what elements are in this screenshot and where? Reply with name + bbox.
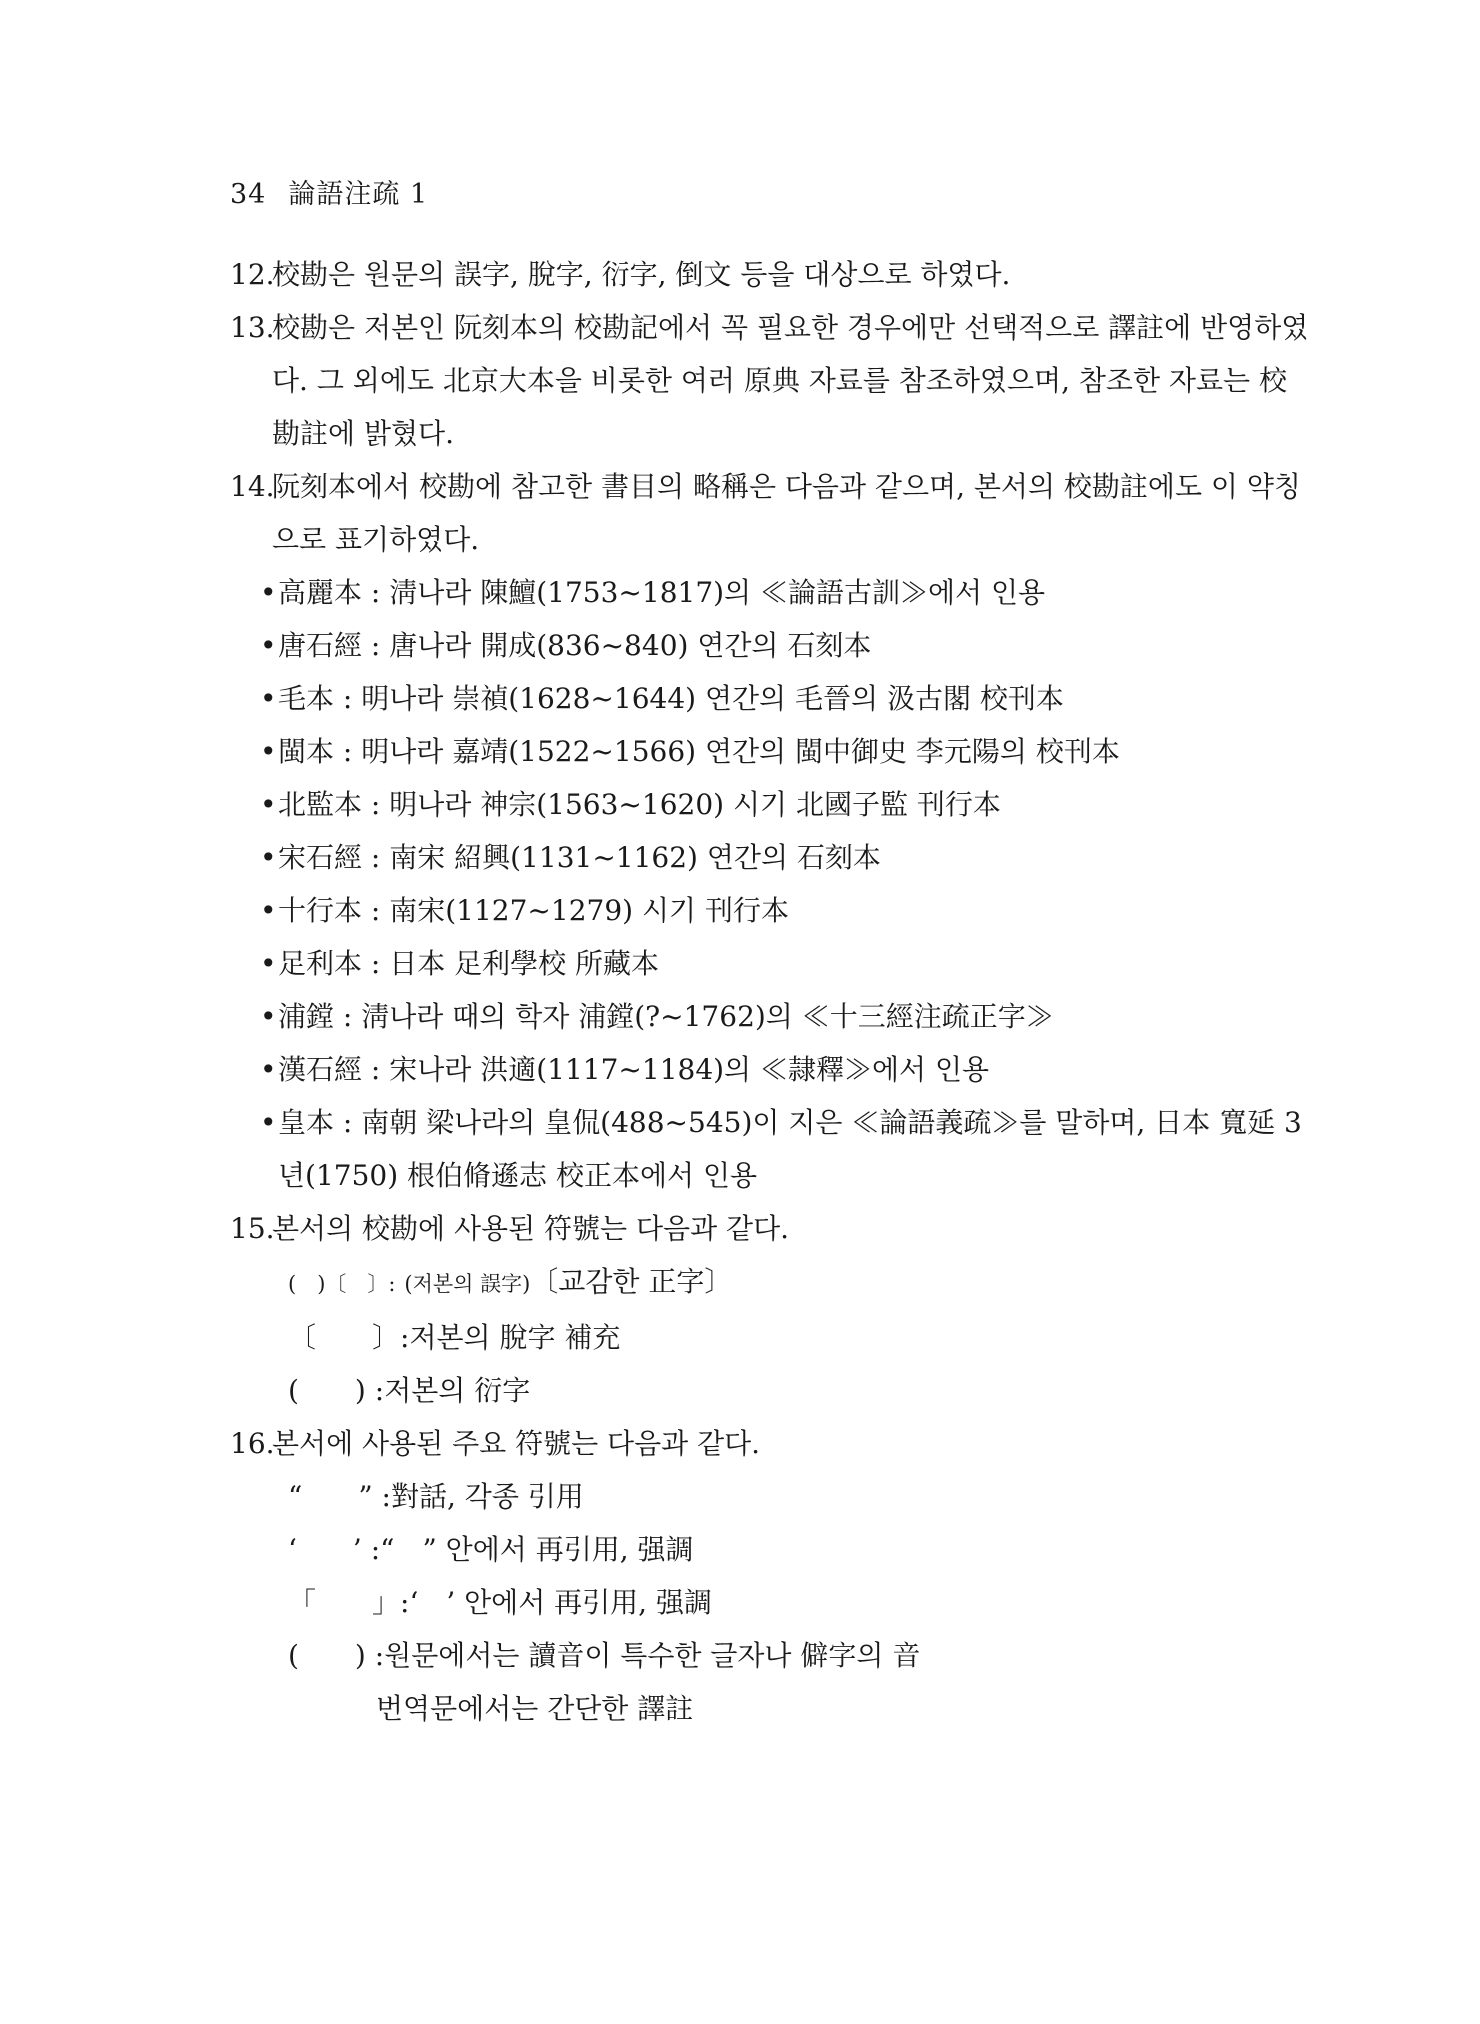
symbol-key: ( ) : bbox=[288, 1639, 385, 1672]
bullet-icon: • bbox=[260, 1106, 277, 1139]
bullet-icon: • bbox=[260, 947, 277, 980]
symbol-row bbox=[230, 1364, 1310, 1417]
abbreviation-item: • 浦鏜 : 淸나라 때의 학자 浦鏜(?~1762)의 ≪十三經注疏正字≫ bbox=[230, 990, 1310, 1043]
bullet-icon: • bbox=[260, 735, 277, 768]
symbol-row bbox=[230, 1523, 1310, 1576]
symbol-note: (저본의 誤字) bbox=[404, 1272, 531, 1296]
list-item-15 bbox=[230, 1202, 1310, 1255]
symbol-desc: 〔교감한 正字〕 bbox=[530, 1265, 733, 1298]
item-number: 14. bbox=[230, 470, 275, 503]
symbol-key: 「 」: bbox=[288, 1586, 410, 1619]
item-text: 校勘은 원문의 誤字, 脫字, 衍字, 倒文 등을 대상으로 하였다. bbox=[272, 258, 1011, 291]
symbol-desc: “ ” 안에서 再引用, 强調 bbox=[380, 1533, 694, 1566]
item-number: 13. bbox=[230, 311, 275, 344]
bullet-icon: • bbox=[260, 629, 277, 662]
page-number: 34 bbox=[230, 179, 267, 210]
abbreviation-item: • 唐石經 : 唐나라 開成(836~840) 연간의 石刻本 bbox=[230, 619, 1310, 672]
abbreviation-item: • 宋石經 : 南宋 紹興(1131~1162) 연간의 石刻本 bbox=[230, 831, 1310, 884]
bullet-icon: • bbox=[260, 841, 277, 874]
bullet-icon: • bbox=[260, 894, 277, 927]
bullet-icon: • bbox=[260, 576, 277, 609]
list-item-12 bbox=[230, 248, 1310, 301]
symbol-row bbox=[230, 1255, 1310, 1311]
item-text: 본서에 사용된 주요 符號는 다음과 같다. bbox=[272, 1427, 761, 1460]
item-text: 본서의 校勘에 사용된 符號는 다음과 같다. bbox=[272, 1212, 790, 1245]
symbol-desc: 원문에서는 讀音이 특수한 글자나 僻字의 音 bbox=[384, 1639, 921, 1672]
main-content bbox=[230, 248, 1310, 1735]
abbreviation-list bbox=[230, 566, 1310, 1202]
symbol-key: ‘ ’ : bbox=[288, 1533, 381, 1566]
symbol-desc: 對話, 각종 引用 bbox=[390, 1480, 584, 1513]
symbol-key: “ ” : bbox=[288, 1480, 391, 1513]
symbol-key: ( ) : bbox=[288, 1374, 385, 1407]
symbol-row bbox=[230, 1629, 1310, 1682]
symbol-row bbox=[230, 1311, 1310, 1364]
abbreviation-item: • 毛本 : 明나라 崇禎(1628~1644) 연간의 毛晉의 汲古閣 校刊本 bbox=[230, 672, 1310, 725]
abbreviation-item: • 北監本 : 明나라 神宗(1563~1620) 시기 北國子監 刊行本 bbox=[230, 778, 1310, 831]
item-number: 12. bbox=[230, 258, 275, 291]
item-text: 阮刻本에서 校勘에 참고한 書目의 略稱은 다음과 같으며, 본서의 校勘註에도 이 약칭으로 표기하였다. bbox=[272, 470, 1301, 556]
bullet-icon: • bbox=[260, 788, 277, 821]
symbol-desc: ‘ ’ 안에서 再引用, 强調 bbox=[409, 1586, 712, 1619]
symbol-row bbox=[230, 1576, 1310, 1629]
bullet-icon: • bbox=[260, 682, 277, 715]
abbreviation-item: • 足利本 : 日本 足利學校 所藏本 bbox=[230, 937, 1310, 990]
symbol-desc: 저본의 脫字 補充 bbox=[409, 1321, 621, 1354]
symbol-row bbox=[230, 1470, 1310, 1523]
notation-symbol-list bbox=[230, 1470, 1310, 1735]
item-number: 15. bbox=[230, 1212, 275, 1245]
symbol-desc: 저본의 衍字 bbox=[384, 1374, 531, 1407]
item-number: 16. bbox=[230, 1427, 275, 1460]
abbreviation-item: • 皇本 : 南朝 梁나라의 皇侃(488~545)이 지은 ≪論語義疏≫를 말하며, 日本 寬延 3년(1750) 根伯脩遜志 校正本에서 인용 bbox=[230, 1096, 1310, 1202]
list-item-16 bbox=[230, 1417, 1310, 1470]
abbreviation-item: • 閩本 : 明나라 嘉靖(1522~1566) 연간의 閩中御史 李元陽의 校刊本 bbox=[230, 725, 1310, 778]
abbreviation-item: • 高麗本 : 淸나라 陳鱣(1753~1817)의 ≪論語古訓≫에서 인용 bbox=[230, 566, 1310, 619]
bullet-icon: • bbox=[260, 1000, 277, 1033]
bullet-icon: • bbox=[260, 1053, 277, 1086]
symbol-key: 〔 〕: bbox=[288, 1321, 410, 1354]
abbreviation-item: • 十行本 : 南宋(1127~1279) 시기 刊行本 bbox=[230, 884, 1310, 937]
list-item-13 bbox=[230, 301, 1310, 460]
list-item-14 bbox=[230, 460, 1310, 566]
symbol-key: ( )〔 〕: bbox=[288, 1272, 396, 1296]
item-text: 校勘은 저본인 阮刻本의 校勘記에서 꼭 필요한 경우에만 선택적으로 譯註에 반영하였다. 그 외에도 北京大本을 비롯한 여러 原典 자료를 참조하였으며, 참조한 자료는 校勘註에 밝혔다. bbox=[272, 311, 1309, 450]
symbol-row-continuation: 번역문에서는 간단한 譯註 bbox=[376, 1692, 694, 1725]
book-title: 論語注疏 1 bbox=[288, 179, 429, 210]
page-header bbox=[230, 172, 428, 211]
collation-symbol-list bbox=[230, 1255, 1310, 1417]
abbreviation-item: • 漢石經 : 宋나라 洪適(1117~1184)의 ≪隷釋≫에서 인용 bbox=[230, 1043, 1310, 1096]
